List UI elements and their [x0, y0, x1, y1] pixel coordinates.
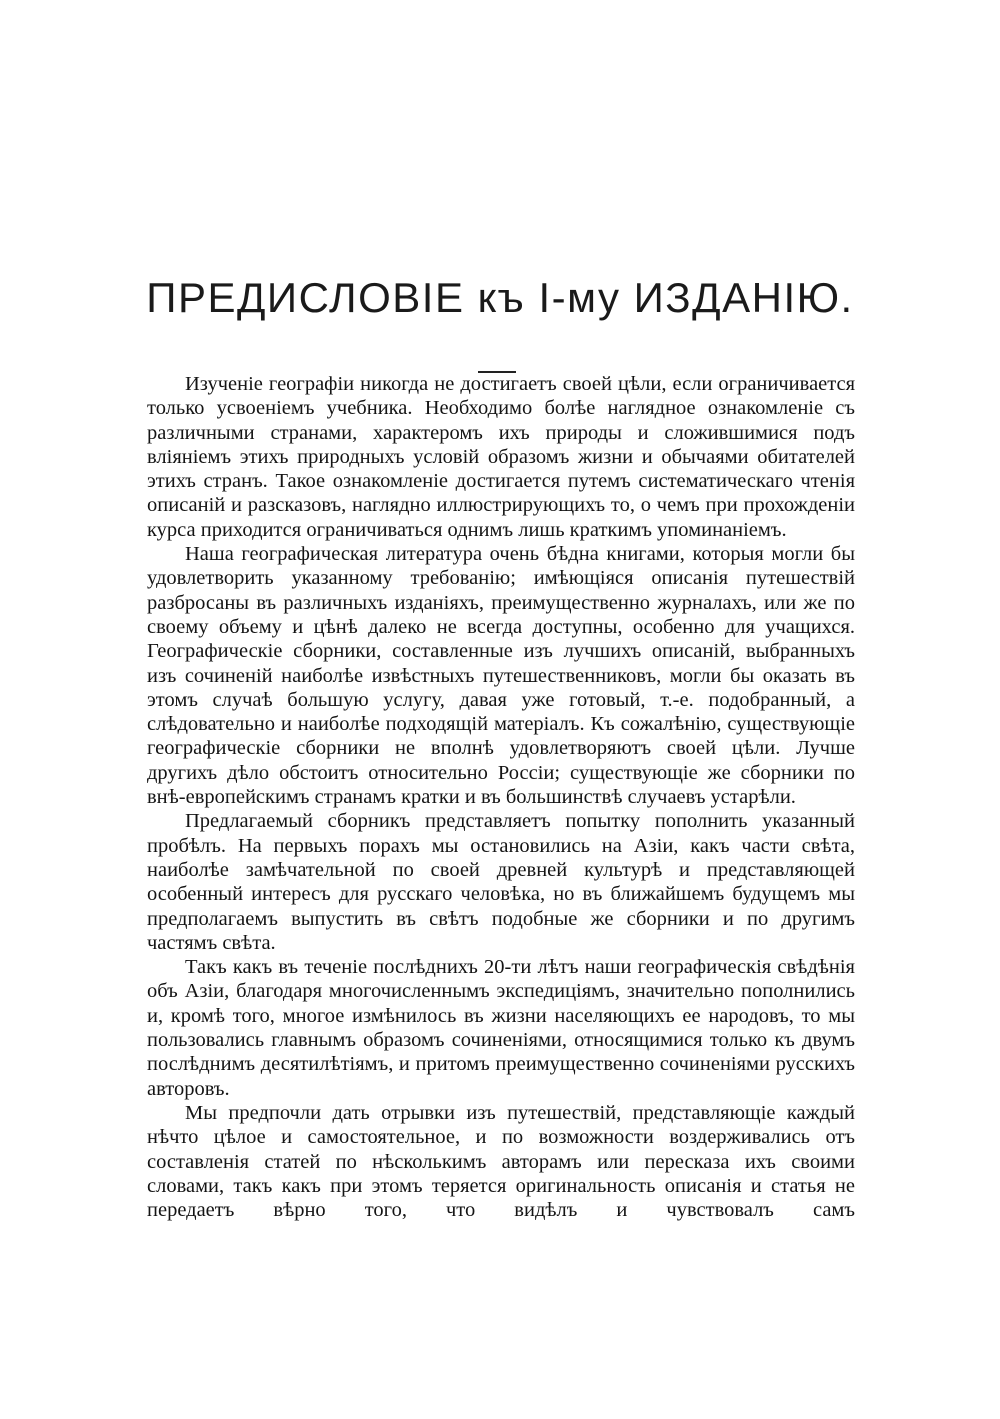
paragraph-5: Мы предпочли дать отрывки изъ путешествій, представляющіе каждый нѣчто цѣлое и самостоятельное, и по возможности воздерживались отъ составленія статей по нѣсколькимъ авторамъ или пересказа ихъ своими словами, такъ какъ при этомъ теряется оригинальность описанія и статья не передаетъ вѣрно того, что видѣлъ и чувствовалъ самъ — [147, 1101, 855, 1222]
paragraph-1: Изученіе географіи никогда не достигаетъ своей цѣли, если ограничивается только усвоеніемъ учебника. Необходимо болѣе наглядное ознакомленіе съ различными странами, характеромъ ихъ природы и сложившимися подъ вліяніемъ этихъ природныхъ условій образомъ жизни и обычаями обитателей этихъ странъ. Такое ознакомленіе достигается путемъ систематическаго чтенія описаній и разсказовъ, наглядно иллюстрирующихъ то, о чемъ при прохожденіи курса приходится ограничиваться однимъ лишь краткимъ упоминаніемъ. — [147, 373, 855, 541]
paragraph-2: Наша географическая литература очень бѣдна книгами, которыя могли бы удовлетворить указанному требованію; имѣющіяся описанія путешествій разбросаны въ различныхъ изданіяхъ, преимущественно журналахъ, или же по своему объему и цѣнѣ далеко не всегда доступны, особенно для учащихся. Географическіе сборники, составленные изъ лучшихъ описаній, выбранныхъ изъ сочиненій наиболѣе извѣстныхъ путешественниковъ, могли бы оказать въ этомъ случаѣ большую услугу, давая уже готовый, т.-е. подобранный, а слѣдовательно и наиболѣе подходящій матеріалъ. Къ сожалѣнію, существующіе географическіе сборники не вполнѣ удовлетворяютъ своей цѣли. Лучше другихъ дѣло обстоитъ относительно Россіи; существующіе же сборники по внѣ-европейскимъ странамъ кратки и въ большинствѣ случаевъ устарѣли. — [147, 543, 855, 809]
paragraph-4: Такъ какъ въ теченіе послѣднихъ 20-ти лѣтъ наши географическія свѣдѣнія объ Азіи, благодаря многочисленнымъ экспедиціямъ, значительно пополнились и, кромѣ того, многое измѣнилось въ жизни населяющихъ ее народовъ, то мы пользовались главнымъ образомъ сочиненіями, относящимися только къ двумъ послѣднимъ десятилѣтіямъ, и притомъ преимущественно сочиненіями русскихъ авторовъ. — [147, 956, 855, 1100]
page-title: ПРЕДИСЛОВІЕ къ I-му ИЗДАНІЮ. — [146, 274, 854, 321]
paragraph-3: Предлагаемый сборникъ представляетъ попытку пополнить указанный пробѣлъ. На первыхъ порахъ мы остановились на Азіи, какъ части свѣта, наиболѣе замѣчательной по своей древней культурѣ и представляющей особенный интересъ для русскаго человѣка, но въ ближайшемъ будущемъ мы предполагаемъ выпустить въ свѣтъ подобные же сборники и по другимъ частямъ свѣта. — [147, 810, 855, 954]
preface-body — [147, 372, 855, 1222]
